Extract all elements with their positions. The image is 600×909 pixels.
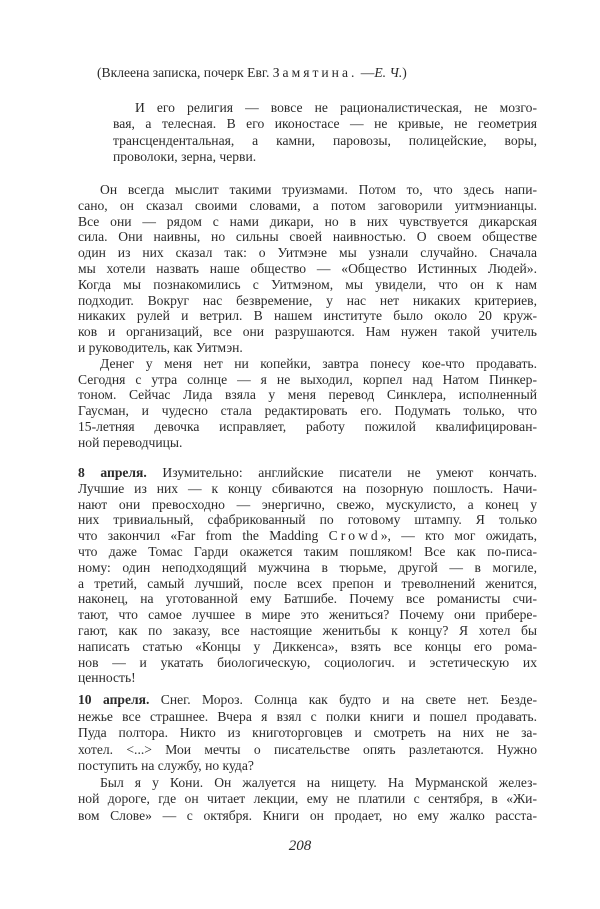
text-line: мы хотели назвать наше общество — «Общество Истинных Людей». [78, 260, 537, 276]
text-line: подходит. Вокруг нас безвремение, у нас нет никаких критериев, [78, 292, 537, 308]
text-line: Изумительно: английские писатели не умеют кончать. [162, 465, 537, 480]
text-line: наконец, на уготованной ему Батшибе. Почему все романисты счи- [78, 591, 537, 607]
text-line: Он всегда мыслит такими труизмами. Потом то, что здесь напи- [100, 182, 537, 197]
text-line: Лучшие из них — к концу сбиваются на позорную пошлость. Начи- [78, 480, 537, 496]
text-line: и руководитель, как Уитмэн. [78, 339, 243, 355]
quote-line: проволоки, зерна, черви. [113, 149, 257, 165]
quote-line: И его религия — вовсе не рационалистическая, не мозго- [135, 100, 537, 115]
text-line: что даже Томас Гарди окажется таким пошляком! Все как по-писа- [78, 543, 537, 559]
text-line: Пуда полтора. Никто из книготорговцев и смотреть на них не за- [78, 725, 537, 740]
spaced-title: Crowd [328, 528, 381, 544]
text-line: вом Слове» — с октября. Книги он продает, но ему жалко расста- [78, 807, 537, 823]
pasted-note-caption [97, 65, 407, 81]
text-line: тоном. Сейчас Лида взяла у меня перевод Синклера, исполненный [78, 387, 537, 403]
text-line: ному: один неподходящий мужчина в тюрьме, другой — в могиле, [78, 559, 537, 575]
quote-block [113, 100, 537, 166]
quote-line: трансцендентальная, а камни, паровозы, полицейские, воры, [113, 132, 537, 148]
text-line: ценность! [78, 670, 136, 686]
text-line: нежье все страшнее. Вчера я взял с полки книги и пошел продавать. [78, 708, 537, 724]
text-fragment: что закончил «Far from the Madding [78, 528, 329, 544]
text-line: Сегодня с утра солнце — я не выходил, корпел над Натом Пинкер- [78, 371, 537, 387]
text-line: один из них сказал так: о Уитмэне мы узнали случайно. Сначала [78, 245, 537, 261]
text-line: Все они — рядом с нами дикари, но в них чувствуется дикарская [78, 213, 537, 229]
page-number: 208 [288, 838, 312, 854]
text-line: гают, как по заказу, все настоящие женитьбы к концу? Я хотел бы [78, 622, 537, 638]
diary-entry-april-10 [78, 692, 537, 824]
text-line: 15-летняя девочка исправляет, работу пожилой квалифицирован- [78, 418, 537, 434]
text-fragment: », — кто мог ожидать, [380, 528, 537, 544]
text-line: Был я у Кони. Он жалуется на нищету. На Мурманской желез- [100, 774, 537, 790]
text-line: нают они превосходно — энергично, свежо, мускулисто, а конец у [78, 496, 537, 512]
text-line: ков и организаций, все они разрушаются. Нам нужен такой учитель [78, 324, 537, 340]
text-line: Денег у меня нет ни копейки, завтра понесу кое-что продавать. [100, 355, 537, 371]
text-line: хотел. <...> Мои мечты о писательстве опять разлетаются. Нужно [78, 741, 537, 757]
text-line: ной переводчицы. [78, 434, 183, 450]
note-author: Замятина. [272, 65, 358, 80]
entry-date: 10 апреля. [78, 692, 150, 707]
text-line: написать статью «Концы у Диккенса», взять все концы его рома- [78, 638, 537, 654]
text-line: никаких рулей и ветрил. В нашем институте было около 20 круж- [78, 308, 537, 324]
text-line: Гаусман, и чудесно стала редактировать его. Подумать только, что [78, 403, 537, 419]
paragraph-whitman [78, 182, 537, 451]
text-line: сано, он сказал своими словами, а потом заговорили уитмэнианцы. [78, 197, 537, 213]
note-initials: Е. Ч. [374, 65, 403, 80]
note-text: (Вклеена записка, почерк Евг. [97, 65, 270, 80]
text-line: них тривиальный, сфабрикованный по готовому штампу. Я только [78, 512, 537, 528]
note-dash: — [357, 65, 375, 80]
text-line: тают, что самое лучшее в мире это жениться? Почему они прибере- [78, 607, 537, 623]
text-line: сила. Они наивны, но сильны своей наивностью. О своем обществе [78, 229, 537, 245]
diary-entry-april-8 [78, 465, 537, 686]
text-line: нов — и укатать биологическую, социологич. и эстетическую их [78, 654, 537, 670]
note-close: ) [402, 65, 407, 80]
text-line: Когда мы познакомились с Уитмэном, мы увидели, что он к нам [78, 276, 537, 292]
text-line: ной дороге, где он читает лекции, ему не платили с сентября, в «Жи- [78, 791, 537, 806]
text-line: Снег. Мороз. Солнца как будто и на свете нет. Безде- [160, 692, 538, 707]
text-line: поступить на службу, но куда? [78, 758, 254, 773]
entry-date: 8 апреля. [78, 465, 147, 480]
text-line: а третий, самый лучший, после всех препон и треволнений женится, [78, 575, 537, 591]
quote-line: вая, а телесная. В его иконостасе — не кривые, не геометрия [113, 116, 537, 132]
